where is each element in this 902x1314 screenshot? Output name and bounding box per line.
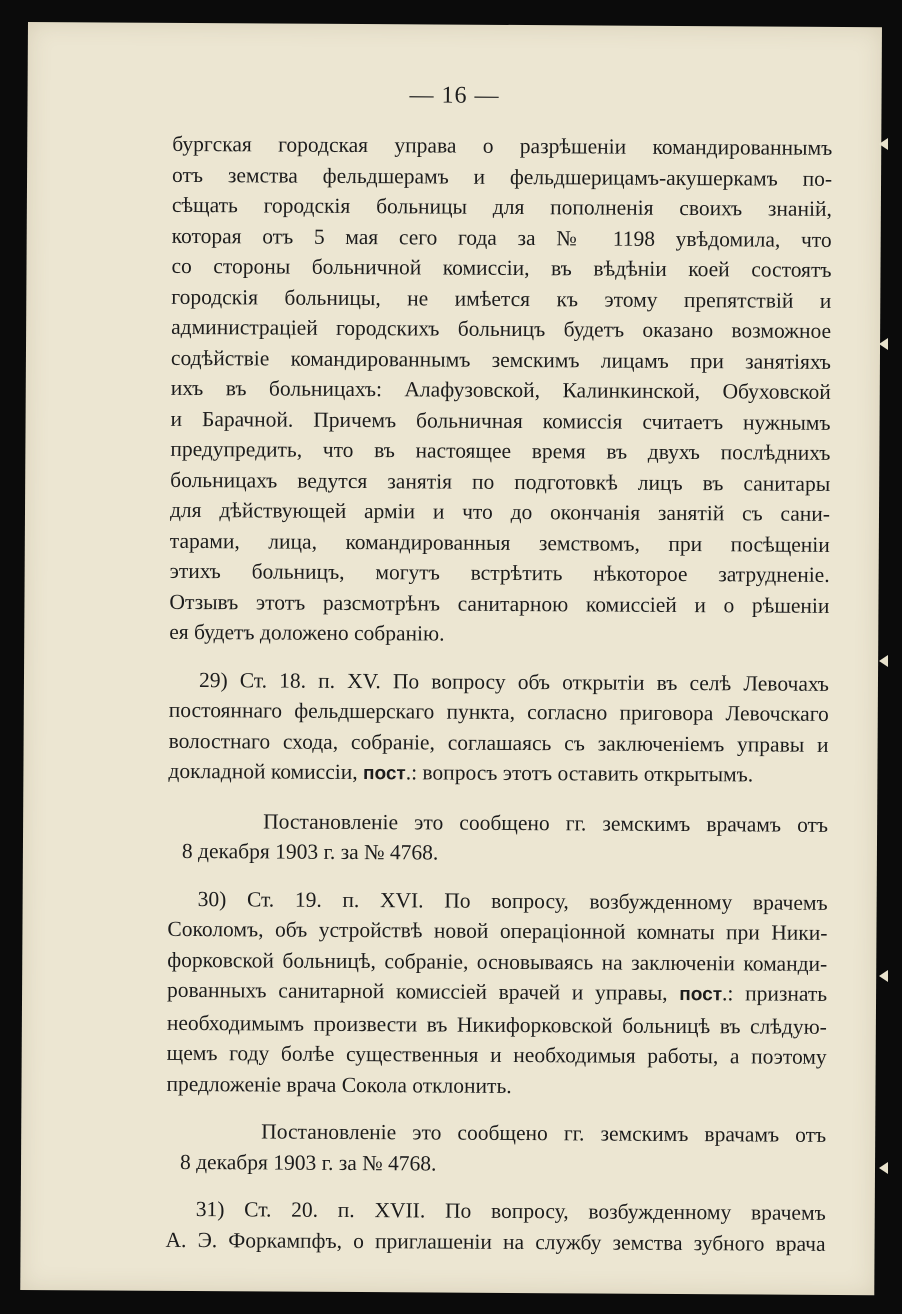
text-line: Соколомъ, объ устройствѣ новой операціонной комнаты при Ники-: [167, 916, 828, 945]
text-line: 8 декабря 1903 г. за № 4768.: [179, 1149, 437, 1176]
text-line: сѣщать городскія больницы для пополненія своихъ знаній,: [171, 192, 832, 221]
text-fragment: .: признать: [721, 981, 828, 1006]
binding-mark: [879, 138, 888, 150]
page-number: — 16 —: [409, 82, 500, 109]
text-line: этихъ больницъ, могутъ встрѣтить нѣкоторое затрудненіе.: [169, 558, 830, 587]
text-line: ея будетъ доложено собранію.: [169, 619, 445, 646]
paragraph-item-31: [165, 1194, 825, 1259]
text-line: 29) Ст. 18. п. XV. По вопросу объ открытіи въ селѣ Левочахъ: [198, 667, 830, 696]
paragraph-continuation: [169, 129, 832, 652]
paragraph-item-29: [168, 664, 829, 792]
book-page: [20, 22, 882, 1295]
paragraph-item-30: [166, 883, 827, 1103]
text-line: отъ земства фельдшерамъ и фельдшерицамъ-акушеркамъ по-: [171, 162, 833, 191]
binding-mark: [879, 970, 888, 982]
text-line: Постановленіе это сообщено гг. земскимъ врачамъ отъ: [263, 808, 829, 837]
resolution-abbrev: пост: [679, 983, 723, 1006]
text-line: со стороны больничной комиссіи, въ вѣдѣніи коей состоятъ: [171, 253, 832, 282]
text-line: необходимымъ произвести въ Никифорковской больницѣ въ слѣдую-: [166, 1010, 827, 1039]
text-fragment: докладной комиссіи,: [168, 758, 358, 785]
page-text: [165, 129, 832, 1259]
text-line: больницахъ ведутся занятія по подготовкѣ лицъ въ санитары: [170, 467, 831, 496]
text-line: Отзывъ этотъ разсмотрѣнъ санитарною комиссіей и о рѣшеніи: [169, 589, 830, 618]
text-fragment: рованныхъ санитарной комиссіей врачей и управы,: [167, 977, 668, 1005]
text-line: предупредить, что въ настоящее время въ двухъ послѣднихъ: [170, 436, 831, 465]
text-line: городскія больницы, не имѣется къ этому препятствій и: [171, 284, 832, 313]
text-line: А. Э. Форкампфъ, о приглашеніи на службу земства зубного врача: [165, 1227, 826, 1256]
resolution-abbrev: пост: [362, 763, 406, 785]
text-line: [168, 756, 828, 793]
text-line: постояннаго фельдшерскаго пункта, согласно приговора Левочскаго: [168, 697, 829, 726]
binding-mark: [879, 1162, 888, 1174]
text-line: волостнаго схода, собраніе, соглашаясь съ заключеніемъ управы и: [168, 728, 829, 757]
text-line: 30) Ст. 19. п. XVI. По вопросу, возбужденному врачемъ: [197, 886, 828, 915]
text-line: Постановленіе это сообщено гг. земскимъ врачамъ отъ: [261, 1119, 827, 1147]
paragraph-resolution-note: [168, 805, 828, 870]
text-line: содѣйствіе командированнымъ земскимъ лицамъ при занятіяхъ: [170, 345, 832, 374]
text-line: форковской больницѣ, собраніе, основываясь на заключеніи команди-: [167, 947, 828, 976]
binding-mark: [879, 338, 888, 350]
text-line: [167, 975, 827, 1012]
text-line: тарами, лица, командированныя земствомъ, при посѣщеніи: [169, 528, 830, 557]
text-line: 31) Ст. 20. п. XVII. По вопросу, возбужденному врачемъ: [195, 1197, 826, 1225]
text-line: и Барачной. Причемъ больничная комиссія считаетъ нужнымъ: [170, 406, 831, 435]
text-line: администраціей городскихъ больницъ будетъ оказано возможное: [171, 314, 832, 343]
paragraph-resolution-note: [166, 1116, 826, 1181]
text-line: которая отъ 5 мая сего года за № 1198 увѣдомила, что: [171, 223, 832, 252]
binding-mark: [879, 655, 888, 667]
text-line: предложеніе врача Сокола отклонить.: [166, 1071, 512, 1098]
text-line: 8 декабря 1903 г. за № 4768.: [181, 838, 439, 865]
text-line: для дѣйствующей арміи и что до окончанія занятій съ сани-: [169, 497, 831, 526]
text-line: ихъ въ больницахъ: Алафузовской, Калинкинской, Обуховской: [170, 375, 831, 404]
text-fragment: .: вопросъ этотъ оставить открытымъ.: [405, 760, 754, 787]
text-line: бургская городская управа о разрѣшеніи командированнымъ: [172, 131, 833, 160]
text-line: щемъ году болѣе существенныя и необходимыя работы, а поэтому: [166, 1040, 827, 1069]
